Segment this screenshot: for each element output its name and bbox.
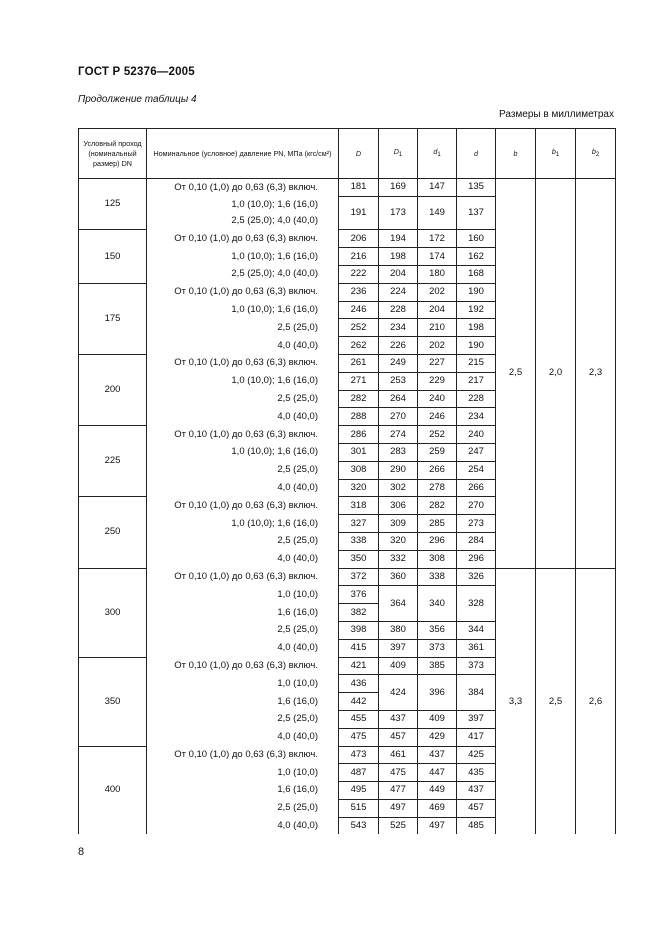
d-cell: 215 [457,354,496,372]
dn-cell: 250 [79,497,147,568]
D-cell: 376 [339,586,379,604]
col-header-b1: $b_1$ [536,129,576,179]
d-cell: 284 [457,532,496,550]
table-header-row [79,129,616,179]
D-cell: 271 [339,372,379,390]
table-continuation-label: Продолжение таблицы 4 [78,94,197,105]
pn-cell: 2,5 (25,0) [147,461,339,479]
d1-cell: 240 [418,390,457,408]
d-cell: 247 [457,443,496,461]
d1-cell: 202 [418,337,457,355]
d-cell: 417 [457,728,496,746]
dn-cell: 175 [79,283,147,354]
d1-cell: 469 [418,799,457,817]
b1-cell: 2,0 [536,179,576,569]
pn-cell: 4,0 (40,0) [147,550,339,568]
d1-cell: 246 [418,408,457,426]
d1-cell: 385 [418,657,457,675]
d1-cell: 296 [418,532,457,550]
col-header-d: d [457,129,496,179]
D-cell: 327 [339,515,379,533]
d1-cell: 356 [418,621,457,639]
d-cell: 326 [457,568,496,586]
pn-cell: 4,0 (40,0) [147,817,339,834]
d-cell: 457 [457,799,496,817]
pn-cell: 1,0 (10,0); 1,6 (16,0) [147,301,339,319]
D-cell: 261 [339,354,379,372]
D-cell: 415 [339,639,379,657]
col-header-D1: $D_1$ [379,129,418,179]
d-cell: 373 [457,657,496,675]
d-cell: 384 [457,675,496,711]
d-cell: 190 [457,337,496,355]
D1-cell: 198 [379,248,418,266]
D1-cell: 290 [379,461,418,479]
d-cell: 234 [457,408,496,426]
D1-cell: 169 [379,179,418,197]
d-cell: 266 [457,479,496,497]
d-cell: 361 [457,639,496,657]
pn-cell: 1,6 (16,0) [147,782,339,800]
pn-cell: 1,0 (10,0); 1,6 (16,0) [147,443,339,461]
d1-cell: 338 [418,568,457,586]
d1-cell: 252 [418,426,457,444]
page-number: 8 [78,846,85,858]
D1-cell: 194 [379,230,418,248]
D-cell: 475 [339,728,379,746]
D1-cell: 224 [379,283,418,301]
D-cell: 338 [339,532,379,550]
d-cell: 270 [457,497,496,515]
d-cell: 435 [457,764,496,782]
D1-cell: 226 [379,337,418,355]
d1-cell: 437 [418,746,457,764]
D1-cell: 332 [379,550,418,568]
d1-cell: 229 [418,372,457,390]
D-cell: 236 [339,283,379,301]
D-cell: 473 [339,746,379,764]
D-cell: 455 [339,710,379,728]
col-header-pn: Номинальное (условное) давление PN, МПа (кгс/см²) [147,129,339,179]
D1-cell: 409 [379,657,418,675]
D1-cell: 253 [379,372,418,390]
pn-cell: 1,0 (10,0) [147,764,339,782]
d-cell: 135 [457,179,496,197]
d-cell: 240 [457,426,496,444]
pn-cell: От 0,10 (1,0) до 0,63 (6,3) включ. [147,568,339,586]
pn-cell: 4,0 (40,0) [147,408,339,426]
d1-cell: 278 [418,479,457,497]
D1-cell: 475 [379,764,418,782]
D-cell: 286 [339,426,379,444]
d-cell: 228 [457,390,496,408]
b-cell: 3,3 [496,568,536,834]
D1-cell: 525 [379,817,418,834]
D-cell: 308 [339,461,379,479]
pn-cell: От 0,10 (1,0) до 0,63 (6,3) включ. [147,497,339,515]
table-row [79,179,616,197]
pn-cell: От 0,10 (1,0) до 0,63 (6,3) включ. [147,283,339,301]
pn-cell: 2,5 (25,0) [147,390,339,408]
d-cell: 162 [457,248,496,266]
d1-cell: 172 [418,230,457,248]
d1-cell: 204 [418,301,457,319]
d1-cell: 285 [418,515,457,533]
D1-cell: 264 [379,390,418,408]
dn-cell: 125 [79,179,147,230]
b1-cell: 2,5 [536,568,576,834]
D1-cell: 302 [379,479,418,497]
D-cell: 442 [339,693,379,711]
D-cell: 495 [339,782,379,800]
pn-cell: 1,0 (10,0); 1,6 (16,0) [147,248,339,266]
D-cell: 206 [339,230,379,248]
col-header-d1: $d_1$ [418,129,457,179]
D-cell: 288 [339,408,379,426]
b-cell: 2,5 [496,179,536,569]
d1-cell: 447 [418,764,457,782]
pn-cell: От 0,10 (1,0) до 0,63 (6,3) включ. [147,657,339,675]
D-cell: 320 [339,479,379,497]
D-cell: 252 [339,319,379,337]
D-cell: 436 [339,675,379,693]
pn-cell: 4,0 (40,0) [147,479,339,497]
pn-cell: 1,6 (16,0) [147,693,339,711]
D1-cell: 283 [379,443,418,461]
D1-cell: 477 [379,782,418,800]
col-header-b2: $b_2$ [576,129,616,179]
D-cell: 262 [339,337,379,355]
D1-cell: 497 [379,799,418,817]
pn-cell: 2,5 (25,0); 4,0 (40,0) [147,265,339,283]
d1-cell: 147 [418,179,457,197]
D-cell: 350 [339,550,379,568]
d-cell: 168 [457,265,496,283]
D1-cell: 320 [379,532,418,550]
pn-cell: От 0,10 (1,0) до 0,63 (6,3) включ. [147,354,339,372]
D-cell: 515 [339,799,379,817]
D-cell: 382 [339,604,379,622]
d1-cell: 210 [418,319,457,337]
pn-cell: 2,5 (25,0); 4,0 (40,0) [147,213,339,230]
d1-cell: 180 [418,265,457,283]
D-cell: 282 [339,390,379,408]
d-cell: 190 [457,283,496,301]
dn-cell: 350 [79,657,147,746]
d1-cell: 449 [418,782,457,800]
dn-cell: 200 [79,354,147,425]
D-cell: 543 [339,817,379,834]
D-cell: 398 [339,621,379,639]
pn-cell: От 0,10 (1,0) до 0,63 (6,3) включ. [147,179,339,197]
d1-cell: 373 [418,639,457,657]
d1-cell: 227 [418,354,457,372]
D-cell: 222 [339,265,379,283]
D-cell: 301 [339,443,379,461]
d1-cell: 174 [418,248,457,266]
pn-cell: 4,0 (40,0) [147,639,339,657]
D-cell: 246 [339,301,379,319]
units-note: Размеры в миллиметрах [499,109,614,120]
d-cell: 217 [457,372,496,390]
D1-cell: 204 [379,265,418,283]
D1-cell: 270 [379,408,418,426]
pn-cell: От 0,10 (1,0) до 0,63 (6,3) включ. [147,746,339,764]
D-cell: 181 [339,179,379,197]
dn-cell: 225 [79,426,147,497]
pn-cell: 1,0 (10,0); 1,6 (16,0) [147,372,339,390]
d-cell: 425 [457,746,496,764]
d1-cell: 149 [418,196,457,230]
d-cell: 198 [457,319,496,337]
D1-cell: 380 [379,621,418,639]
D1-cell: 234 [379,319,418,337]
col-header-b: b [496,129,536,179]
pn-cell: 1,0 (10,0) [147,586,339,604]
pn-cell: 1,0 (10,0); 1,6 (16,0) [147,196,339,213]
pn-cell: 2,5 (25,0) [147,799,339,817]
d-cell: 485 [457,817,496,834]
D1-cell: 306 [379,497,418,515]
pn-cell: 1,6 (16,0) [147,604,339,622]
table-row [79,568,616,586]
d-cell: 160 [457,230,496,248]
d-cell: 437 [457,782,496,800]
b2-cell: 2,6 [576,568,616,834]
d1-cell: 202 [418,283,457,301]
D-cell: 421 [339,657,379,675]
D1-cell: 437 [379,710,418,728]
d-cell: 137 [457,196,496,230]
dn-cell: 300 [79,568,147,657]
D1-cell: 364 [379,586,418,622]
d1-cell: 266 [418,461,457,479]
d1-cell: 259 [418,443,457,461]
b2-cell: 2,3 [576,179,616,569]
D1-cell: 173 [379,196,418,230]
standard-title: ГОСТ Р 52376—2005 [78,66,195,78]
pn-cell: От 0,10 (1,0) до 0,63 (6,3) включ. [147,426,339,444]
D-cell: 372 [339,568,379,586]
d1-cell: 497 [418,817,457,834]
d-cell: 192 [457,301,496,319]
D1-cell: 228 [379,301,418,319]
pn-cell: 2,5 (25,0) [147,532,339,550]
D1-cell: 274 [379,426,418,444]
d1-cell: 429 [418,728,457,746]
D1-cell: 397 [379,639,418,657]
d-cell: 344 [457,621,496,639]
D1-cell: 309 [379,515,418,533]
pn-cell: 1,0 (10,0); 1,6 (16,0) [147,515,339,533]
D-cell: 487 [339,764,379,782]
d-cell: 296 [457,550,496,568]
D1-cell: 424 [379,675,418,711]
d1-cell: 308 [418,550,457,568]
D1-cell: 360 [379,568,418,586]
col-header-D: D [339,129,379,179]
d1-cell: 396 [418,675,457,711]
pn-cell: От 0,10 (1,0) до 0,63 (6,3) включ. [147,230,339,248]
dn-cell: 150 [79,230,147,283]
D1-cell: 461 [379,746,418,764]
d-cell: 273 [457,515,496,533]
d1-cell: 409 [418,710,457,728]
dn-cell: 400 [79,746,147,834]
d-cell: 254 [457,461,496,479]
D-cell: 191 [339,196,379,230]
pn-cell: 4,0 (40,0) [147,728,339,746]
d1-cell: 340 [418,586,457,622]
D-cell: 318 [339,497,379,515]
D1-cell: 249 [379,354,418,372]
pn-cell: 2,5 (25,0) [147,710,339,728]
pn-cell: 2,5 (25,0) [147,319,339,337]
pn-cell: 4,0 (40,0) [147,337,339,355]
D-cell: 216 [339,248,379,266]
d-cell: 328 [457,586,496,622]
D1-cell: 457 [379,728,418,746]
d-cell: 397 [457,710,496,728]
col-header-dn: Условный проход (номинальный размер) DN [79,129,147,179]
pn-cell: 1,0 (10,0) [147,675,339,693]
d1-cell: 282 [418,497,457,515]
flange-dimensions-table [78,128,616,834]
pn-cell: 2,5 (25,0) [147,621,339,639]
